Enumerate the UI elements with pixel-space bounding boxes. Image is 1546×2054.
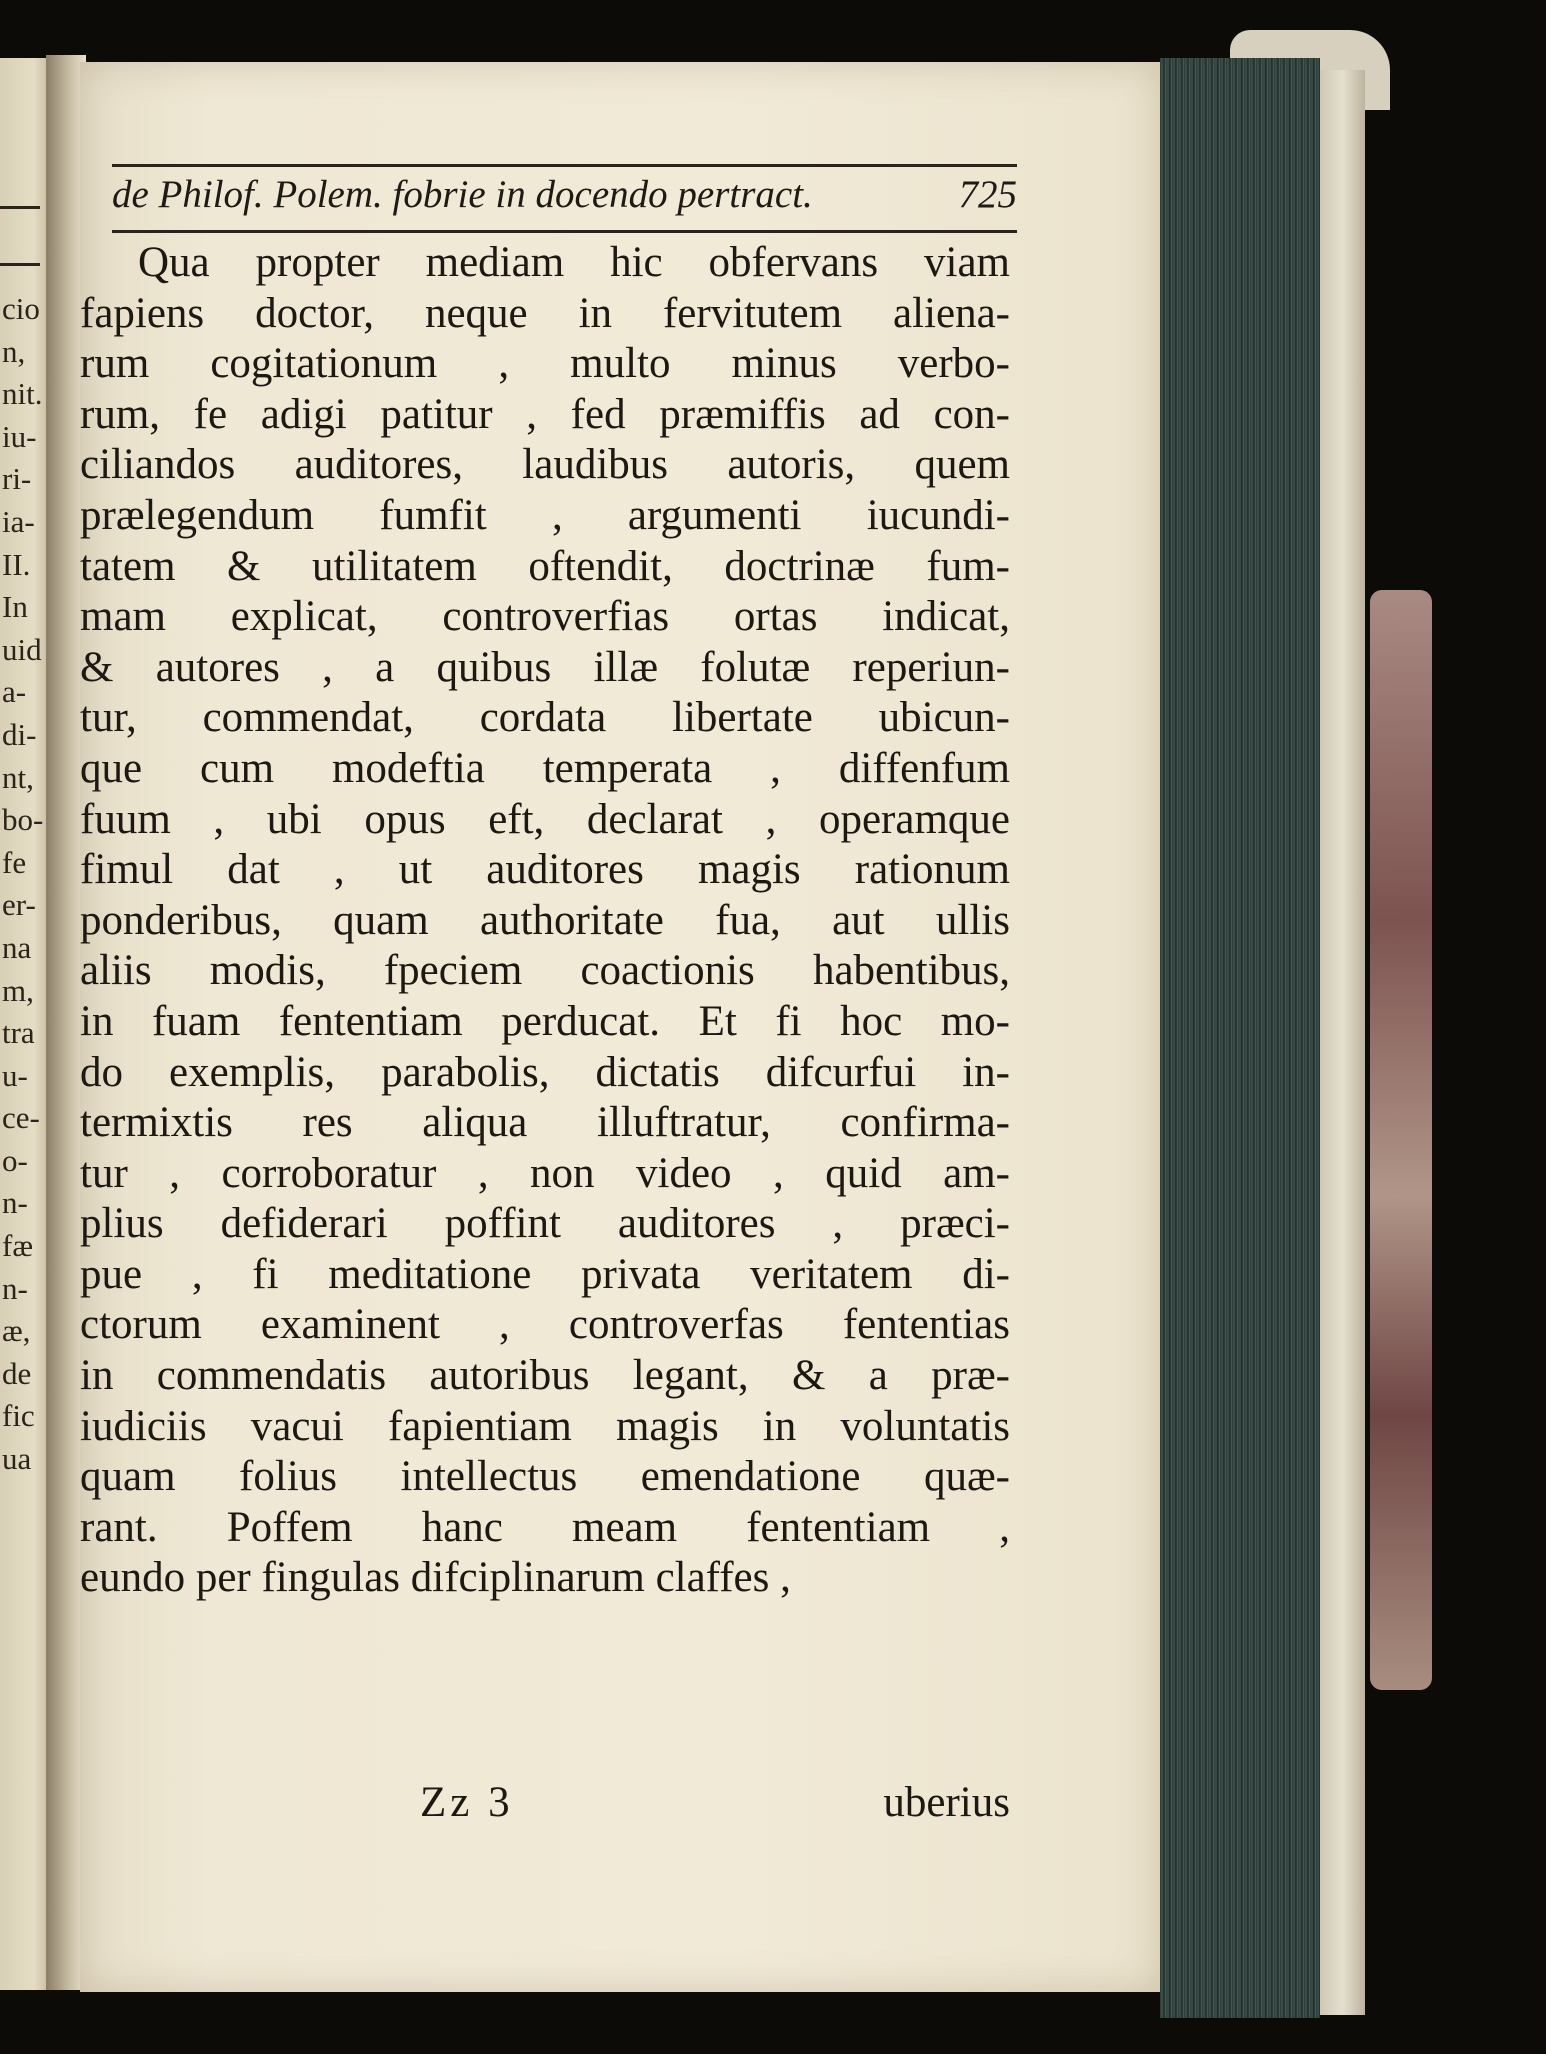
previous-page-fragment: de (2, 1355, 32, 1391)
text-line: termixtis res aliqua illuftratur, confirma- (80, 1099, 1010, 1147)
page-number: 725 (958, 173, 1017, 216)
body-text (80, 238, 1010, 1604)
previous-page-rule (0, 263, 40, 266)
previous-page-fragment: n- (2, 1270, 28, 1306)
previous-page-fragment: m, (2, 972, 34, 1008)
text-line: fuum , ubi opus eft, declarat , operamque (80, 795, 1010, 843)
previous-page-fragment: fe (2, 844, 27, 880)
text-line: rant. Poffem hanc meam fententiam , (80, 1503, 1010, 1551)
text-line: Qua propter mediam hic obfervans viam (138, 239, 1010, 286)
catchline (80, 1778, 1010, 1833)
running-head-title: de Philof. Polem. fobrie in docendo pertract. (112, 173, 813, 216)
previous-page-rule (0, 206, 40, 209)
previous-page-fragment: er- (2, 887, 36, 923)
previous-page-fragment: nt, (2, 759, 34, 795)
text-line: tur, commendat, cordata libertate ubicun- (80, 694, 1010, 742)
previous-page-fragment: ri- (2, 461, 32, 497)
text-line: fimul dat , ut auditores magis rationum (80, 846, 1010, 894)
text-line: pue , fi meditatione privata veritatem di- (80, 1250, 1010, 1298)
text-line: ponderibus, quam authoritate fua, aut ullis (80, 896, 1010, 944)
previous-page-fragment: cio (2, 291, 40, 326)
previous-page-fragment: o- (2, 1142, 28, 1178)
text-line: rum cogitationum , multo minus verbo- (80, 340, 1010, 388)
text-line: iudiciis vacui fapientiam magis in voluntatis (80, 1402, 1010, 1450)
previous-page-fragment: u- (2, 1057, 28, 1093)
catchword: uberius (883, 1779, 1010, 1826)
previous-page-fragment: bo- (2, 802, 44, 838)
previous-page-fragment: tra (2, 1015, 35, 1051)
previous-page-fragment: æ, (2, 1313, 31, 1349)
text-line: ctorum examinent , controverfas fententias (80, 1301, 1010, 1349)
page-fore-edge (1160, 58, 1320, 2018)
previous-page-fragment: ua (2, 1441, 32, 1477)
text-line: quam folius intellectus emendatione quæ- (80, 1453, 1010, 1501)
marbled-cover-edge (1370, 590, 1432, 1690)
previous-page-fragments (2, 288, 48, 1481)
previous-page-fragment: uid (2, 631, 42, 667)
previous-page-fragment: n, (2, 333, 26, 369)
text-line: do exemplis, parabolis, dictatis difcurfui in- (80, 1048, 1010, 1096)
text-line: ciliandos auditores, laudibus autoris, quem (80, 441, 1010, 489)
previous-page-fragment: In (2, 589, 28, 625)
previous-page-fragment: fic (2, 1398, 35, 1434)
previous-page-fragment: a- (2, 674, 27, 710)
previous-page-fragment: ce- (2, 1100, 40, 1136)
previous-page-fragment: di- (2, 716, 37, 752)
running-head (112, 172, 1017, 232)
previous-page-fragment: II. (2, 546, 31, 582)
previous-page-fragment: ia- (2, 503, 35, 539)
previous-page-fragment: nit. (2, 376, 43, 412)
text-line: plius defiderari poffint auditores , præci- (80, 1200, 1010, 1248)
running-head-rule-bottom (112, 230, 1017, 233)
signature-mark: Zz 3 (420, 1779, 514, 1826)
text-block-edge (1320, 70, 1365, 2015)
previous-page-fragment: n- (2, 1185, 28, 1221)
previous-page-fragment: na (2, 929, 32, 965)
text-line: eundo per fingulas difciplinarum claffes , (80, 1554, 791, 1602)
previous-page-fragment: iu- (2, 418, 37, 454)
text-line: prælegendum fumfit , argumenti iucundi- (80, 491, 1010, 539)
text-line: mam explicat, controverfias ortas indicat, (80, 593, 1010, 641)
text-line: aliis modis, fpeciem coactionis habentibus, (80, 947, 1010, 995)
previous-page-edge (0, 58, 48, 1990)
text-line: tur , corroboratur , non video , quid am- (80, 1149, 1010, 1197)
text-line: fapiens doctor, neque in fervitutem aliena- (80, 289, 1010, 337)
previous-page-fragment: fæ (2, 1228, 33, 1264)
text-line: rum, fe adigi patitur , fed præmiffis ad con- (80, 390, 1010, 438)
text-line: que cum modeftia temperata , diffenfum (80, 744, 1010, 792)
text-line: tatem & utilitatem oftendit, doctrinæ fum- (80, 542, 1010, 590)
text-line: in fuam fententiam perducat. Et fi hoc mo- (80, 997, 1010, 1045)
text-line: in commendatis autoribus legant, & a præ- (80, 1352, 1010, 1400)
text-line: & autores , a quibus illæ folutæ reperiun- (80, 643, 1010, 691)
running-head-rule-top (112, 164, 1017, 167)
